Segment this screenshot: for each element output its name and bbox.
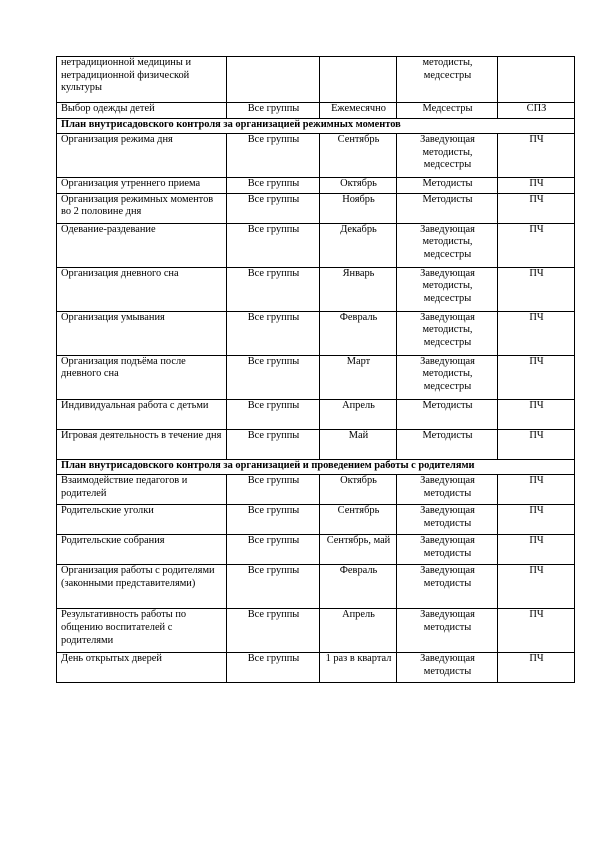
table-row [57, 134, 575, 178]
responsible-cell: Медсестры [397, 103, 498, 119]
activity-cell: Игровая деятельность в течение дня [57, 429, 227, 459]
groups-cell: Все группы [227, 505, 320, 535]
groups-cell: Все группы [227, 223, 320, 267]
responsible-cell: Заведующая методисты [397, 505, 498, 535]
activity-cell: Организация дневного сна [57, 267, 227, 311]
responsible-cell: Методисты [397, 178, 498, 194]
activity-cell: Организация утреннего приема [57, 178, 227, 194]
groups-cell: Все группы [227, 134, 320, 178]
table-row [57, 565, 575, 609]
groups-cell: Все группы [227, 178, 320, 194]
table-row [57, 267, 575, 311]
result-cell: ПЧ [498, 193, 575, 223]
period-cell: Март [320, 355, 397, 399]
period-cell: Февраль [320, 565, 397, 609]
activity-cell: Организация режима дня [57, 134, 227, 178]
activity-cell: Родительские уголки [57, 505, 227, 535]
period-cell [320, 57, 397, 103]
responsible-cell: Методисты [397, 429, 498, 459]
table-row [57, 103, 575, 119]
result-cell: ПЧ [498, 565, 575, 609]
responsible-cell: Заведующая методисты [397, 565, 498, 609]
result-cell: ПЧ [498, 475, 575, 505]
activity-cell: Организация режимных моментов во 2 половине дня [57, 193, 227, 223]
activity-cell: нетрадиционной медицины и нетрадиционной физической культуры [57, 57, 227, 103]
activity-cell: Одевание-раздевание [57, 223, 227, 267]
period-cell: 1 раз в квартал [320, 653, 397, 683]
result-cell: СПЗ [498, 103, 575, 119]
groups-cell: Все группы [227, 355, 320, 399]
table-row [57, 653, 575, 683]
section-title: План внутрисадовского контроля за организацией режимных моментов [57, 118, 575, 134]
period-cell: Май [320, 429, 397, 459]
period-cell: Сентябрь [320, 134, 397, 178]
responsible-cell: Заведующая методисты [397, 475, 498, 505]
period-cell: Сентябрь, май [320, 535, 397, 565]
responsible-cell: Методисты [397, 193, 498, 223]
period-cell: Октябрь [320, 475, 397, 505]
period-cell: Сентябрь [320, 505, 397, 535]
table-row [57, 193, 575, 223]
activity-cell: Результативность работы по общению воспитателей с родителями [57, 609, 227, 653]
result-cell: ПЧ [498, 399, 575, 429]
table-row [57, 311, 575, 355]
result-cell: ПЧ [498, 505, 575, 535]
period-cell: Апрель [320, 399, 397, 429]
groups-cell: Все группы [227, 475, 320, 505]
responsible-cell: Заведующая методисты, медсестры [397, 134, 498, 178]
result-cell: ПЧ [498, 653, 575, 683]
result-cell [498, 57, 575, 103]
responsible-cell: Заведующая методисты, медсестры [397, 355, 498, 399]
activity-cell: Индивидуальная работа с детьми [57, 399, 227, 429]
activity-cell: День открытых дверей [57, 653, 227, 683]
groups-cell [227, 57, 320, 103]
table-row [57, 223, 575, 267]
groups-cell: Все группы [227, 193, 320, 223]
responsible-cell: методисты, медсестры [397, 57, 498, 103]
groups-cell: Все группы [227, 103, 320, 119]
period-cell: Декабрь [320, 223, 397, 267]
result-cell: ПЧ [498, 134, 575, 178]
control-plan-table-body [57, 57, 575, 683]
groups-cell: Все группы [227, 535, 320, 565]
groups-cell: Все группы [227, 267, 320, 311]
groups-cell: Все группы [227, 653, 320, 683]
result-cell: ПЧ [498, 609, 575, 653]
table-row [57, 505, 575, 535]
section-header-row [57, 459, 575, 475]
result-cell: ПЧ [498, 311, 575, 355]
section-title: План внутрисадовского контроля за организацией и проведением работы с родителями [57, 459, 575, 475]
period-cell: Январь [320, 267, 397, 311]
activity-cell: Взаимодействие педагогов и родителей [57, 475, 227, 505]
table-row [57, 57, 575, 103]
activity-cell: Организация умывания [57, 311, 227, 355]
control-plan-table [56, 56, 575, 683]
period-cell: Ноябрь [320, 193, 397, 223]
responsible-cell: Заведующая методисты, медсестры [397, 267, 498, 311]
groups-cell: Все группы [227, 399, 320, 429]
activity-cell: Выбор одежды детей [57, 103, 227, 119]
period-cell: Ежемесячно [320, 103, 397, 119]
activity-cell: Родительские собрания [57, 535, 227, 565]
section-header-row [57, 118, 575, 134]
responsible-cell: Заведующая методисты [397, 535, 498, 565]
table-row [57, 535, 575, 565]
table-row [57, 475, 575, 505]
activity-cell: Организация подъёма после дневного сна [57, 355, 227, 399]
activity-cell: Организация работы с родителями (законными представителями) [57, 565, 227, 609]
result-cell: ПЧ [498, 535, 575, 565]
table-row [57, 178, 575, 194]
result-cell: ПЧ [498, 267, 575, 311]
table-row [57, 429, 575, 459]
responsible-cell: Заведующая методисты, медсестры [397, 311, 498, 355]
period-cell: Февраль [320, 311, 397, 355]
responsible-cell: Заведующая методисты [397, 653, 498, 683]
period-cell: Октябрь [320, 178, 397, 194]
responsible-cell: Заведующая методисты [397, 609, 498, 653]
result-cell: ПЧ [498, 223, 575, 267]
table-row [57, 355, 575, 399]
result-cell: ПЧ [498, 178, 575, 194]
result-cell: ПЧ [498, 355, 575, 399]
table-row [57, 609, 575, 653]
responsible-cell: Методисты [397, 399, 498, 429]
table-row [57, 399, 575, 429]
result-cell: ПЧ [498, 429, 575, 459]
period-cell: Апрель [320, 609, 397, 653]
groups-cell: Все группы [227, 565, 320, 609]
groups-cell: Все группы [227, 311, 320, 355]
responsible-cell: Заведующая методисты, медсестры [397, 223, 498, 267]
groups-cell: Все группы [227, 429, 320, 459]
groups-cell: Все группы [227, 609, 320, 653]
